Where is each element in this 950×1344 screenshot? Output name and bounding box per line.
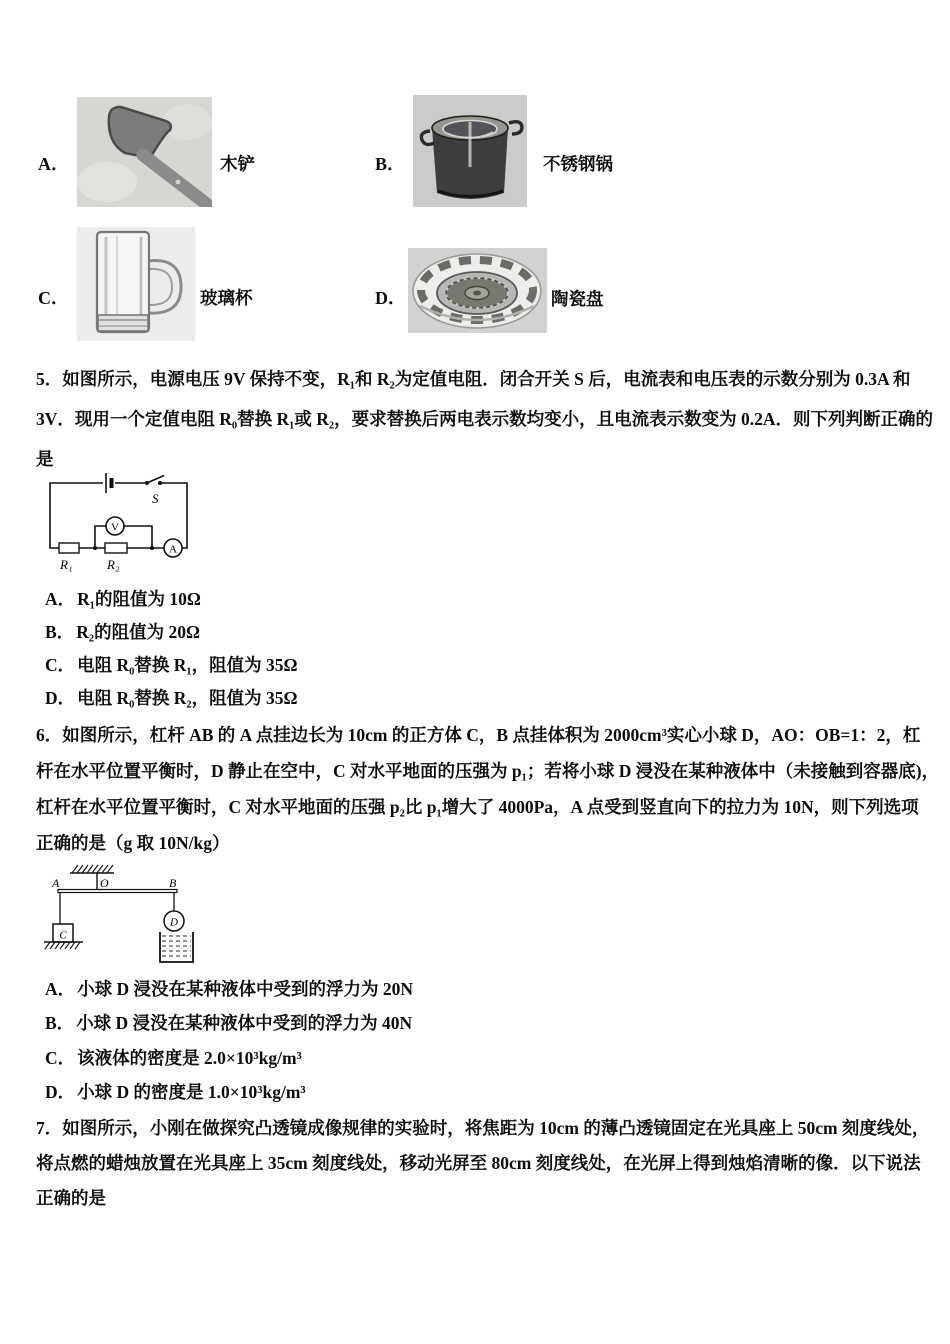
steel-pot-image xyxy=(413,95,527,212)
r1-label: R₁ xyxy=(60,557,73,572)
figure-option-d-caption: 陶瓷盘 xyxy=(551,289,604,309)
q5-option-c: C． 电阻 R₀替换 R₁，阻值为 35Ω xyxy=(45,655,298,675)
resistor-r2 xyxy=(105,543,127,553)
svg-text:D: D xyxy=(170,916,178,929)
wooden-spatula-image xyxy=(77,97,212,212)
liquid-container xyxy=(160,932,193,962)
svg-text:A: A xyxy=(169,543,177,556)
q5-option-a: A． R₁的阻值为 10Ω xyxy=(45,589,201,609)
q6-option-d: D． 小球 D 的密度是 1.0×10³kg/m³ xyxy=(45,1082,306,1102)
figure-option-c-label: C． xyxy=(38,288,69,308)
svg-text:V: V xyxy=(111,521,119,534)
q7-text-line-2: 将点燃的蜡烛放置在光具座上 35cm 刻度线处，移动光屏至 80cm 刻度线处，在光屏上得到烛焰清晰的像．以下说法 xyxy=(36,1153,921,1173)
resistor-r1 xyxy=(59,543,79,553)
ammeter-icon xyxy=(164,539,182,557)
q5-text-line-2: 3V．现用一个定值电阻 R₀替换 R₁或 R₂，要求替换后两电表示数均变小，且电流表示数变为 0.2A．则下列判断正确的 xyxy=(36,409,934,429)
battery-icon xyxy=(106,473,112,493)
circuit-diagram xyxy=(40,470,200,585)
switch-label: S xyxy=(152,491,159,506)
lever-diagram xyxy=(40,860,205,975)
q6-text-line-4: 正确的是（g 取 10N/kg） xyxy=(36,833,230,853)
figure-option-a-caption: 木铲 xyxy=(220,154,255,174)
glass-mug-image xyxy=(77,227,195,346)
lever-bar xyxy=(58,890,177,893)
q6-option-a: A． 小球 D 浸没在某种液体中受到的浮力为 20N xyxy=(45,979,414,999)
q6-option-c: C． 该液体的密度是 2.0×10³kg/m³ xyxy=(45,1048,302,1068)
r2-label: R₂ xyxy=(107,557,120,572)
mug-base xyxy=(98,315,148,331)
ball-d xyxy=(164,911,184,931)
figure-option-b-caption: 不锈钢锅 xyxy=(543,154,613,174)
svg-text:C: C xyxy=(59,929,67,942)
figure-option-b-label: B． xyxy=(375,154,406,174)
figure-option-d-label: D． xyxy=(375,288,406,308)
q7-text-line-3: 正确的是 xyxy=(36,1188,106,1208)
point-o-label: O xyxy=(100,876,109,890)
q5-text-line-1: 5．如图所示，电源电压 9V 保持不变，R₁和 R₂为定值电阻．闭合开关 S 后，电流表和电压表的示数分别为 0.3A 和 xyxy=(36,369,911,389)
q5-option-b: B． R₂的阻值为 20Ω xyxy=(45,622,200,642)
figure-option-a-label: A． xyxy=(38,154,69,174)
ceiling-hatch xyxy=(70,865,114,873)
q6-text-line-1: 6．如图所示，杠杆 AB 的 A 点挂边长为 10cm 的正方体 C，B 点挂体积为 2000cm³实心小球 D，AO：OB=1：2，杠 xyxy=(36,725,921,745)
point-b-label: B xyxy=(169,876,177,890)
cube-c xyxy=(53,924,73,942)
ceramic-plate-image xyxy=(408,248,547,338)
switch-icon xyxy=(145,476,164,486)
figure-option-c-caption: 玻璃杯 xyxy=(200,288,253,308)
q6-option-b: B． 小球 D 浸没在某种液体中受到的浮力为 40N xyxy=(45,1013,413,1033)
ground-hatch xyxy=(44,942,83,949)
q6-text-line-2: 杆在水平位置平衡时，D 静止在空中，C 对水平地面的压强为 p₁；若将小球 D 浸没在某种液体中（未接触到容器底)， xyxy=(36,761,940,781)
q7-text-line-1: 7．如图所示，小刚在做探究凸透镜成像规律的实验时，将焦距为 10cm 的薄凸透镜固定在光具座上 50cm 刻度线处， xyxy=(36,1118,930,1138)
q5-text-line-3: 是 xyxy=(36,449,54,469)
voltmeter-icon xyxy=(106,517,124,535)
q5-option-d: D． 电阻 R₀替换 R₂，阻值为 35Ω xyxy=(45,688,298,708)
q6-text-line-3: 杠杆在水平位置平衡时，C 对水平地面的压强 p₂比 p₁增大了 4000Pa，A 点受到竖直向下的拉力为 10N，则下列选项 xyxy=(36,797,919,817)
point-a-label: A xyxy=(52,876,60,890)
